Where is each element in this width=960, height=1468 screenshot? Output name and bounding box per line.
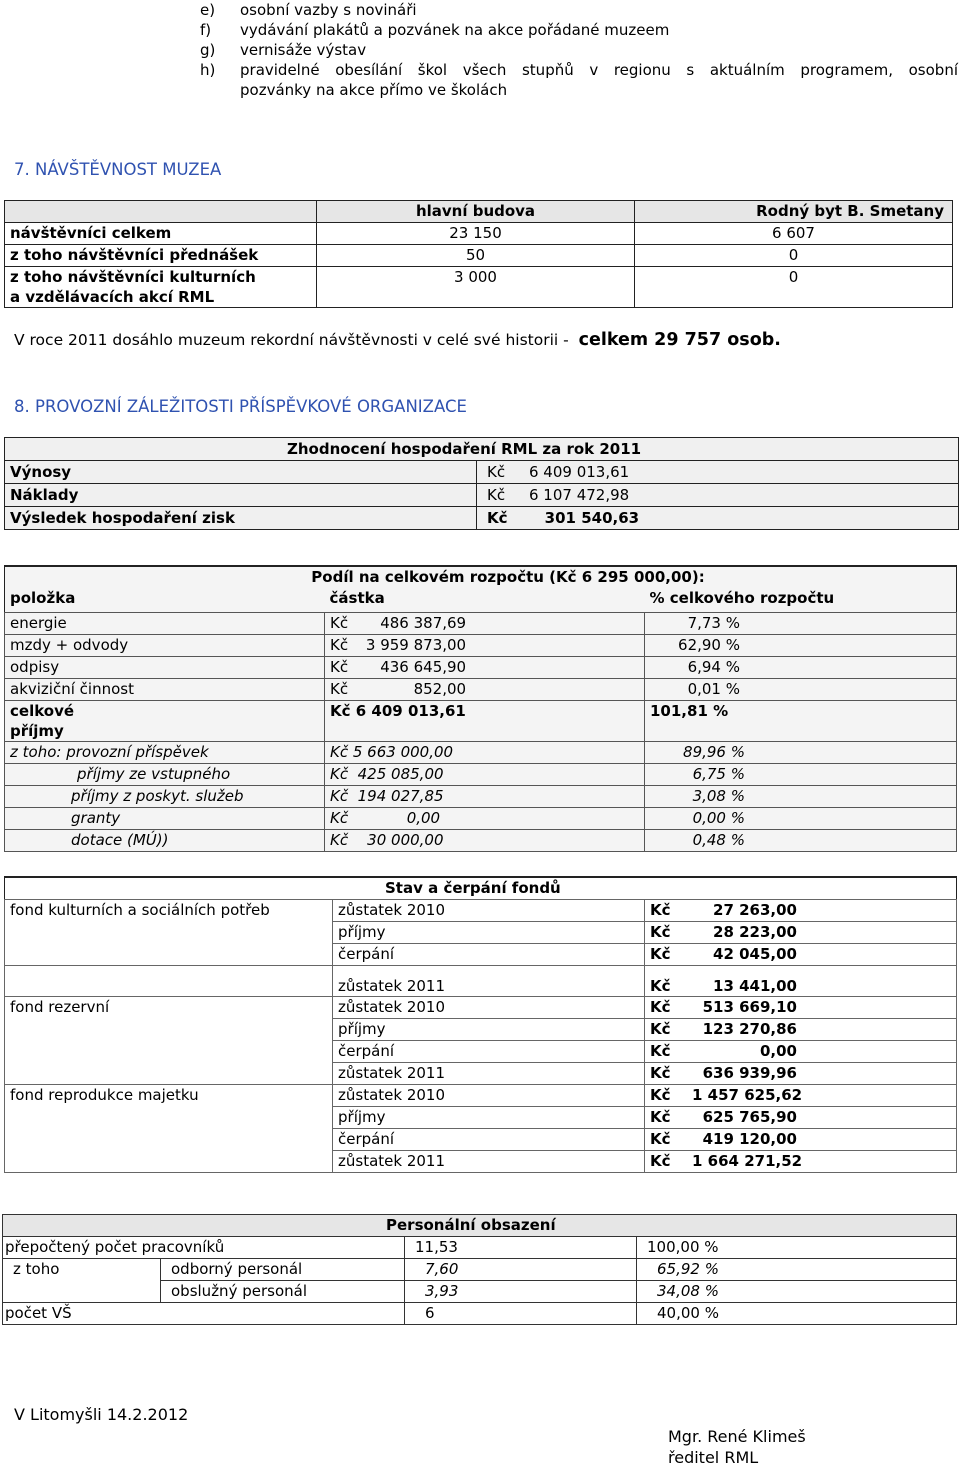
fund-item-value: Kč 13 441,00: [645, 966, 957, 997]
row-label: dotace (MÚ)): [5, 830, 325, 852]
fund-name: fond kulturních a sociálních potřeb: [5, 900, 333, 966]
signature-block: [668, 1426, 806, 1468]
attendance-table: [4, 200, 953, 308]
cell-amount: Kč 6 409 013,61: [325, 701, 645, 742]
row-label: příjmy ze vstupného: [5, 764, 325, 786]
table-row: [5, 742, 957, 764]
cell-pct: 6,94 %: [645, 657, 957, 679]
fund-item-value: Kč 419 120,00: [645, 1129, 957, 1151]
fund-item-label: zůstatek 2010: [333, 1085, 645, 1107]
cell-amount: Kč 194 027,85: [325, 786, 645, 808]
row-sublabel: obslužný personál: [161, 1281, 405, 1303]
cell-pct: 65,92 %: [637, 1259, 957, 1281]
table-row: [5, 657, 957, 679]
cell-value: 7,60: [405, 1259, 637, 1281]
cell-pct: 100,00 %: [637, 1237, 957, 1259]
list-item: f) vydávání plakátů a pozvánek na akce pořádané muzeem: [200, 21, 670, 39]
fund-item-label: zůstatek 2010: [333, 900, 645, 922]
column-header: % celkového rozpočtu: [645, 588, 957, 613]
funds-table: [4, 876, 957, 1173]
cell-pct: 89,96 %: [645, 742, 957, 764]
cell-amount: Kč 30 000,00: [325, 830, 645, 852]
table-row: [3, 1281, 957, 1303]
attendance-note: V roce 2011 dosáhlo muzeum rekordní návštěvnosti v celé své historii - celkem 29 757 osob.: [14, 330, 781, 350]
list-item: h) pravidelné obesílání škol všech stupňů v regionu s aktuálním programem, osobní: [200, 61, 958, 79]
cell-amount: Kč 0,00: [325, 808, 645, 830]
cell-value: Kč 301 540,63: [477, 507, 959, 530]
row-label: návštěvníci celkem: [5, 223, 317, 245]
table-row: [5, 830, 957, 852]
row-label: celkové příjmy: [5, 701, 325, 742]
row-label: počet VŠ: [3, 1303, 405, 1325]
row-label: mzdy + odvody: [5, 635, 325, 657]
table-row: [3, 1259, 957, 1281]
section-heading-operations: 8. PROVOZNÍ ZÁLEŽITOSTI PŘÍSPĚVKOVÉ ORGANIZACE: [14, 397, 467, 416]
column-header-main-building: hlavní budova: [317, 201, 635, 223]
cell-value: 6: [405, 1303, 637, 1325]
fund-item-value: Kč 123 270,86: [645, 1019, 957, 1041]
cell-value: 0: [635, 245, 953, 267]
fund-item-label: příjmy: [333, 1107, 645, 1129]
column-header: položka: [5, 588, 325, 613]
list-item: e) osobní vazby s novináři: [200, 1, 417, 19]
fund-item-label: zůstatek 2011: [333, 966, 645, 997]
cell-pct: 40,00 %: [637, 1303, 957, 1325]
row-label: energie: [5, 613, 325, 635]
attendance-total: celkem 29 757 osob.: [578, 330, 781, 350]
table-row: [5, 786, 957, 808]
fund-item-value: Kč 1 664 271,52: [645, 1151, 957, 1173]
row-label: Výsledek hospodaření zisk: [5, 507, 477, 530]
table-row: [5, 808, 957, 830]
cell-pct: 0,48 %: [645, 830, 957, 852]
cell-amount: Kč 425 085,00: [325, 764, 645, 786]
cell-value: 3,93: [405, 1281, 637, 1303]
table-row: [5, 461, 959, 484]
staff-table: [2, 1214, 957, 1325]
row-label: přepočtený počet pracovníků: [3, 1237, 405, 1259]
cell-value: 3 000: [317, 267, 635, 308]
cell-pct: 0,00 %: [645, 808, 957, 830]
signer-name: Mgr. René Klimeš: [668, 1427, 806, 1446]
cell-pct: 62,90 %: [645, 635, 957, 657]
table-row: [3, 1303, 957, 1325]
cell-pct: 3,08 %: [645, 786, 957, 808]
header-empty-cell: [5, 201, 317, 223]
fund-item-label: zůstatek 2011: [333, 1063, 645, 1085]
signer-title: ředitel RML: [668, 1448, 759, 1467]
cell-pct: 0,01 %: [645, 679, 957, 701]
table-row: [5, 223, 953, 245]
cell-value: 23 150: [317, 223, 635, 245]
cell-amount: Kč 5 663 000,00: [325, 742, 645, 764]
budget-share-table: [4, 565, 957, 852]
row-label: Náklady: [5, 484, 477, 507]
fund-item-value: Kč 513 669,10: [645, 997, 957, 1019]
intro-list: [200, 0, 960, 100]
fund-name: fond rezervní: [5, 997, 333, 1085]
fund-item-value: Kč 28 223,00: [645, 922, 957, 944]
row-label: z toho návštěvníci přednášek: [5, 245, 317, 267]
list-item-continuation: pozvánky na akce přímo ve školách: [240, 81, 508, 99]
cell-value: Kč 6 107 472,98: [477, 484, 959, 507]
row-label: z toho: [3, 1259, 161, 1281]
column-header: částka: [325, 588, 645, 613]
table-row: [5, 764, 957, 786]
finance-summary-table: [4, 437, 959, 530]
table-row: [3, 1237, 957, 1259]
cell-amount: Kč 486 387,69: [325, 613, 645, 635]
fund-item-label: příjmy: [333, 922, 645, 944]
row-sublabel: odborný personál: [161, 1259, 405, 1281]
cell-value: 0: [635, 267, 953, 308]
cell-amount: Kč 3 959 873,00: [325, 635, 645, 657]
row-label: odpisy: [5, 657, 325, 679]
column-header-smetana-birthplace: Rodný byt B. Smetany: [635, 201, 953, 223]
table-row: [5, 267, 953, 308]
cell-value: Kč 6 409 013,61: [477, 461, 959, 484]
row-label: Výnosy: [5, 461, 477, 484]
cell-value: 50: [317, 245, 635, 267]
list-item: g) vernisáže výstav: [200, 41, 367, 59]
fund-item-label: čerpání: [333, 1129, 645, 1151]
section-heading-attendance: 7. NÁVŠTĚVNOST MUZEA: [14, 160, 222, 179]
staff-title: Personální obsazení: [3, 1215, 957, 1237]
funds-title: Stav a čerpání fondů: [5, 877, 957, 900]
table-header-row: [5, 588, 957, 613]
budget-title: Podíl na celkovém rozpočtu (Kč 6 295 000,00):: [5, 566, 957, 588]
cell-pct: 7,73 %: [645, 613, 957, 635]
fund-item-value: Kč 42 045,00: [645, 944, 957, 966]
row-label: granty: [5, 808, 325, 830]
fund-item-label: zůstatek 2011: [333, 1151, 645, 1173]
cell-value: 6 607: [635, 223, 953, 245]
table-total-row: [5, 701, 957, 742]
table-row: [5, 245, 953, 267]
table-header-row: [5, 201, 953, 223]
fund-item-label: zůstatek 2010: [333, 997, 645, 1019]
table-row: [5, 613, 957, 635]
cell-pct: 101,81 %: [645, 701, 957, 742]
fund-item-label: čerpání: [333, 944, 645, 966]
cell-value: 11,53: [405, 1237, 637, 1259]
table-row: [5, 484, 959, 507]
cell-pct: 34,08 %: [637, 1281, 957, 1303]
row-label: příjmy z poskyt. služeb: [5, 786, 325, 808]
fund-item-value: Kč 1 457 625,62: [645, 1085, 957, 1107]
fund-name: fond reprodukce majetku: [5, 1085, 333, 1173]
cell-pct: 6,75 %: [645, 764, 957, 786]
fund-item-label: příjmy: [333, 1019, 645, 1041]
table-row: [5, 507, 959, 530]
fund-item-label: čerpání: [333, 1041, 645, 1063]
cell-amount: Kč 852,00: [325, 679, 645, 701]
row-label: z toho: provozní příspěvek: [5, 742, 325, 764]
fund-item-value: Kč 0,00: [645, 1041, 957, 1063]
cell-amount: Kč 436 645,90: [325, 657, 645, 679]
table-row: [5, 635, 957, 657]
table-row: [5, 679, 957, 701]
finance-title: Zhodnocení hospodaření RML za rok 2011: [5, 438, 959, 461]
fund-item-value: Kč 636 939,96: [645, 1063, 957, 1085]
row-label: z toho návštěvníci kulturních a vzdělávacích akcí RML: [5, 267, 317, 308]
fund-item-value: Kč 625 765,90: [645, 1107, 957, 1129]
place-date: V Litomyšli 14.2.2012: [14, 1405, 189, 1424]
fund-item-value: Kč 27 263,00: [645, 900, 957, 922]
row-label: akviziční činnost: [5, 679, 325, 701]
